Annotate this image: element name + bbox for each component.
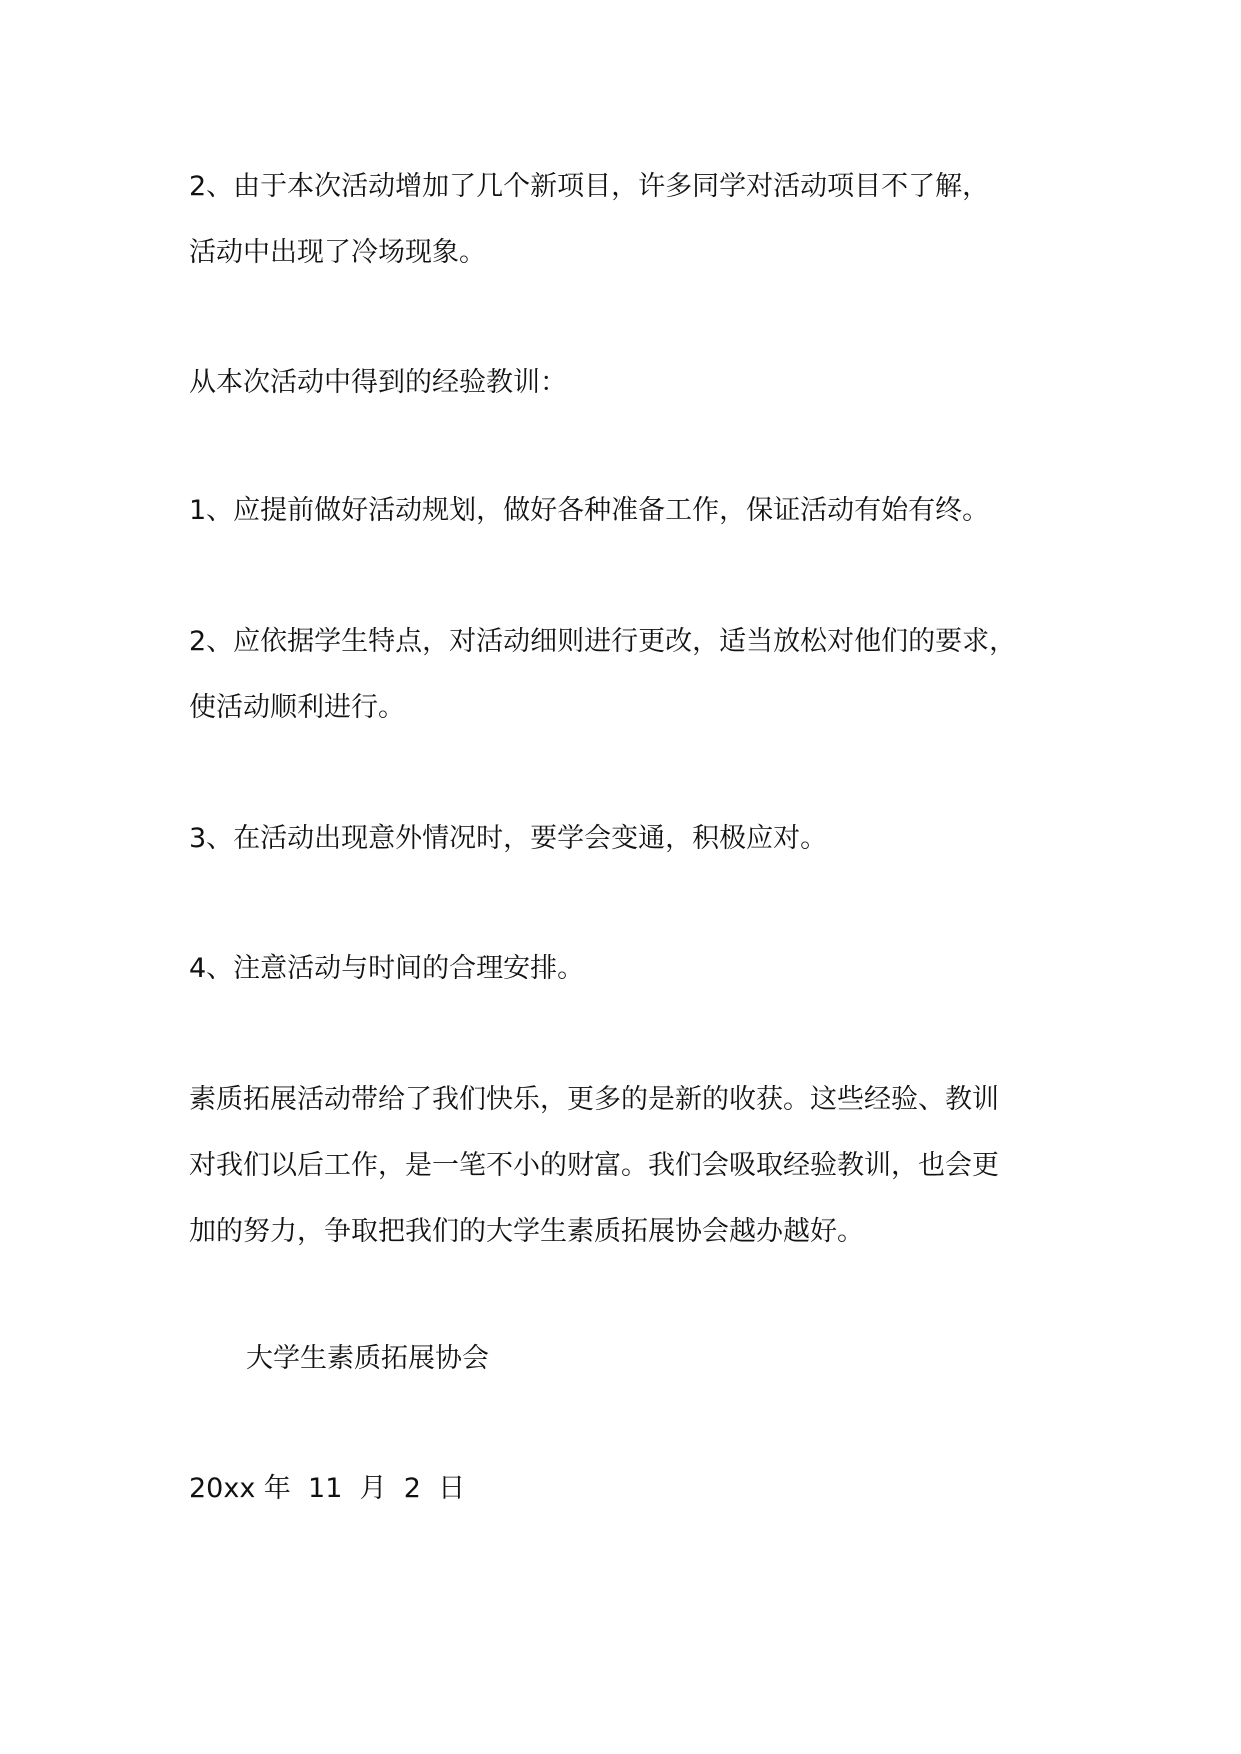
paragraph-lesson-3 [189,806,1089,872]
signature-date: 20xx 年 11 月 2 日 [189,1473,466,1504]
paragraph-line: 2、应依据学生特点，对活动细则进行更改，适当放松对他们的要求， [189,626,1017,657]
paragraph-conclusion [189,1067,1089,1265]
paragraph-line: 加的努力，争取把我们的大学生素质拓展协会越办越好。 [189,1216,864,1247]
paragraph-problem-2 [189,154,1089,286]
paragraph-line: 1、应提前做好活动规划，做好各种准备工作，保证活动有始有终。 [189,495,990,526]
paragraph-line: 4、注意活动与时间的合理安排。 [189,953,585,984]
signature-organization: 大学生素质拓展协会 [246,1343,489,1374]
paragraph-line: 使活动顺利进行。 [189,692,405,723]
paragraph-lessons-heading [189,350,1089,416]
paragraph-lesson-4 [189,936,1089,1002]
paragraph-line: 对我们以后工作，是一笔不小的财富。我们会吸取经验教训，也会更 [189,1150,999,1181]
paragraph-line: 3、在活动出现意外情况时，要学会变通，积极应对。 [189,823,828,854]
paragraph-lesson-1 [189,478,1089,544]
paragraph-line: 2、由于本次活动增加了几个新项目，许多同学对活动项目不了解， [189,171,990,202]
paragraph-line: 从本次活动中得到的经验教训： [189,367,567,398]
paragraph-line: 活动中出现了冷场现象。 [189,237,486,268]
paragraph-line: 素质拓展活动带给了我们快乐，更多的是新的收获。这些经验、教训 [189,1084,999,1115]
paragraph-lesson-2 [189,609,1089,741]
